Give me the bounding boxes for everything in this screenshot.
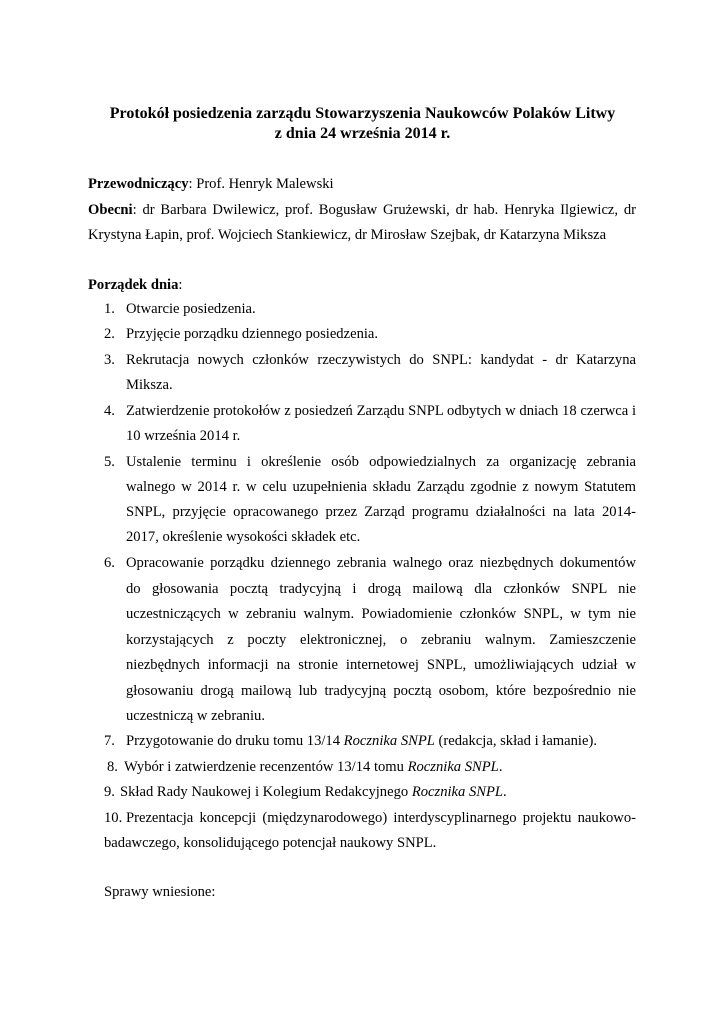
agenda-item-text: Zatwierdzenie protokołów z posiedzeń Zarządu SNPL odbytych w dniach 18 czerwca i <box>126 403 636 419</box>
agenda-item-number: 8. <box>107 759 118 775</box>
agenda-item-text-part: (redakcja, skład i łamanie). <box>434 733 597 749</box>
agenda-item-number: 7. <box>104 733 115 749</box>
agenda-item-text: Miksza. <box>126 377 173 393</box>
agenda-item-text: głosowaniu drogą mailową lub tradycyjną pocztą osobom, które bezpośrednio nie <box>126 683 636 699</box>
agenda-item-text: Ustalenie terminu i określenie osób odpowiedzialnych za organizację zebrania <box>126 454 636 470</box>
agenda-item-number: 4. <box>104 403 115 419</box>
agenda-item-text: Opracowanie porządku dziennego zebrania walnego oraz niezbędnych dokumentów <box>126 555 636 571</box>
agenda-item-text: walnego w 2014 r. w celu uzupełnienia składu Zarządu zgodnie z nowym Statutem <box>126 479 636 495</box>
agenda-item-text <box>124 757 502 777</box>
agenda-item-text: Rekrutacja nowych członków rzeczywistych do SNPL: kandydat - dr Katarzyna <box>126 352 636 368</box>
chair-label: Przewodniczący <box>88 176 189 192</box>
present-label: Obecni <box>88 202 133 218</box>
agenda-item-text: Otwarcie posiedzenia. <box>126 301 256 317</box>
agenda-item-text: uczestniczą w zebraniu. <box>126 708 265 724</box>
agenda-item-text: Przyjęcie porządku dziennego posiedzenia. <box>126 326 379 342</box>
agenda-item-text: Prezentacja koncepcji (międzynarodowego) interdyscyplinarnego projektu naukowo- <box>126 810 636 826</box>
agenda-label: Porządek dnia <box>88 277 179 293</box>
present-line2: Krystyna Łapin, prof. Wojciech Stankiewicz, dr Mirosław Szejbak, dr Katarzyna Miksza <box>88 227 607 243</box>
other-matters-heading: Sprawy wniesione: <box>104 884 216 900</box>
agenda-item-number: 3. <box>104 352 115 368</box>
agenda-heading <box>88 275 182 295</box>
agenda-item-text <box>120 782 507 802</box>
agenda-item-text: SNPL, przyjęcie opracowanego przez Zarząd programu działalności na lata 2014- <box>126 504 636 520</box>
agenda-item-number: 10. <box>104 810 123 826</box>
present-line1-text: : dr Barbara Dwilewicz, prof. Bogusław Grużewski, dr hab. Henryka Ilgiewicz, dr <box>132 202 636 218</box>
journal-title: Rocznika SNPL <box>411 784 504 800</box>
agenda-item-text: 10 września 2014 r. <box>126 428 241 444</box>
agenda-item-number: 6. <box>104 555 115 571</box>
agenda-item-text: 2017, określenie wysokości składek etc. <box>126 529 361 545</box>
agenda-item-text-part: Przygotowanie do druku tomu 13/14 <box>126 733 344 749</box>
agenda-item-number: 2. <box>104 326 115 342</box>
agenda-item-text-part: . <box>503 784 507 800</box>
chair-value: : Prof. Henryk Malewski <box>188 176 334 192</box>
agenda-item-text <box>126 731 597 751</box>
agenda-item-text: korzystających z poczty elektronicznej, o zebraniu walnym. Zamieszczenie <box>126 632 636 648</box>
agenda-item-number: 1. <box>104 301 115 317</box>
chair-line <box>88 174 334 194</box>
agenda-item-number: 9. <box>104 784 115 800</box>
agenda-item-text: niezbędnych informacji na stronie internetowej SNPL, umożliwiających udział w <box>126 657 636 673</box>
journal-title: Rocznika SNPL <box>407 759 499 775</box>
agenda-item-text: badawczego, konsolidującego potencjał naukowy SNPL. <box>104 835 437 851</box>
agenda-item-text: do głosowania pocztą tradycyjną i drogą mailową dla członków SNPL nie <box>126 581 636 597</box>
agenda-item-text: uczestniczących w zebraniu walnym. Powiadomienie członków SNPL, w tym nie <box>126 606 636 622</box>
agenda-item-text-part: Wybór i zatwierdzenie recenzentów 13/14 tomu <box>124 759 408 775</box>
agenda-item-number: 5. <box>104 454 115 470</box>
agenda-item-text-part: . <box>498 759 503 775</box>
document-title-line1: Protokół posiedzenia zarządu Stowarzyszenia Naukowców Polaków Litwy <box>109 105 616 122</box>
journal-title: Rocznika SNPL <box>343 733 435 749</box>
document-title-line2: z dnia 24 września 2014 r. <box>274 125 451 142</box>
present-line1 <box>88 200 636 220</box>
agenda-item-text-part: Skład Rady Naukowej i Kolegium Redakcyjnego <box>120 784 412 800</box>
agenda-colon: : <box>178 277 183 293</box>
